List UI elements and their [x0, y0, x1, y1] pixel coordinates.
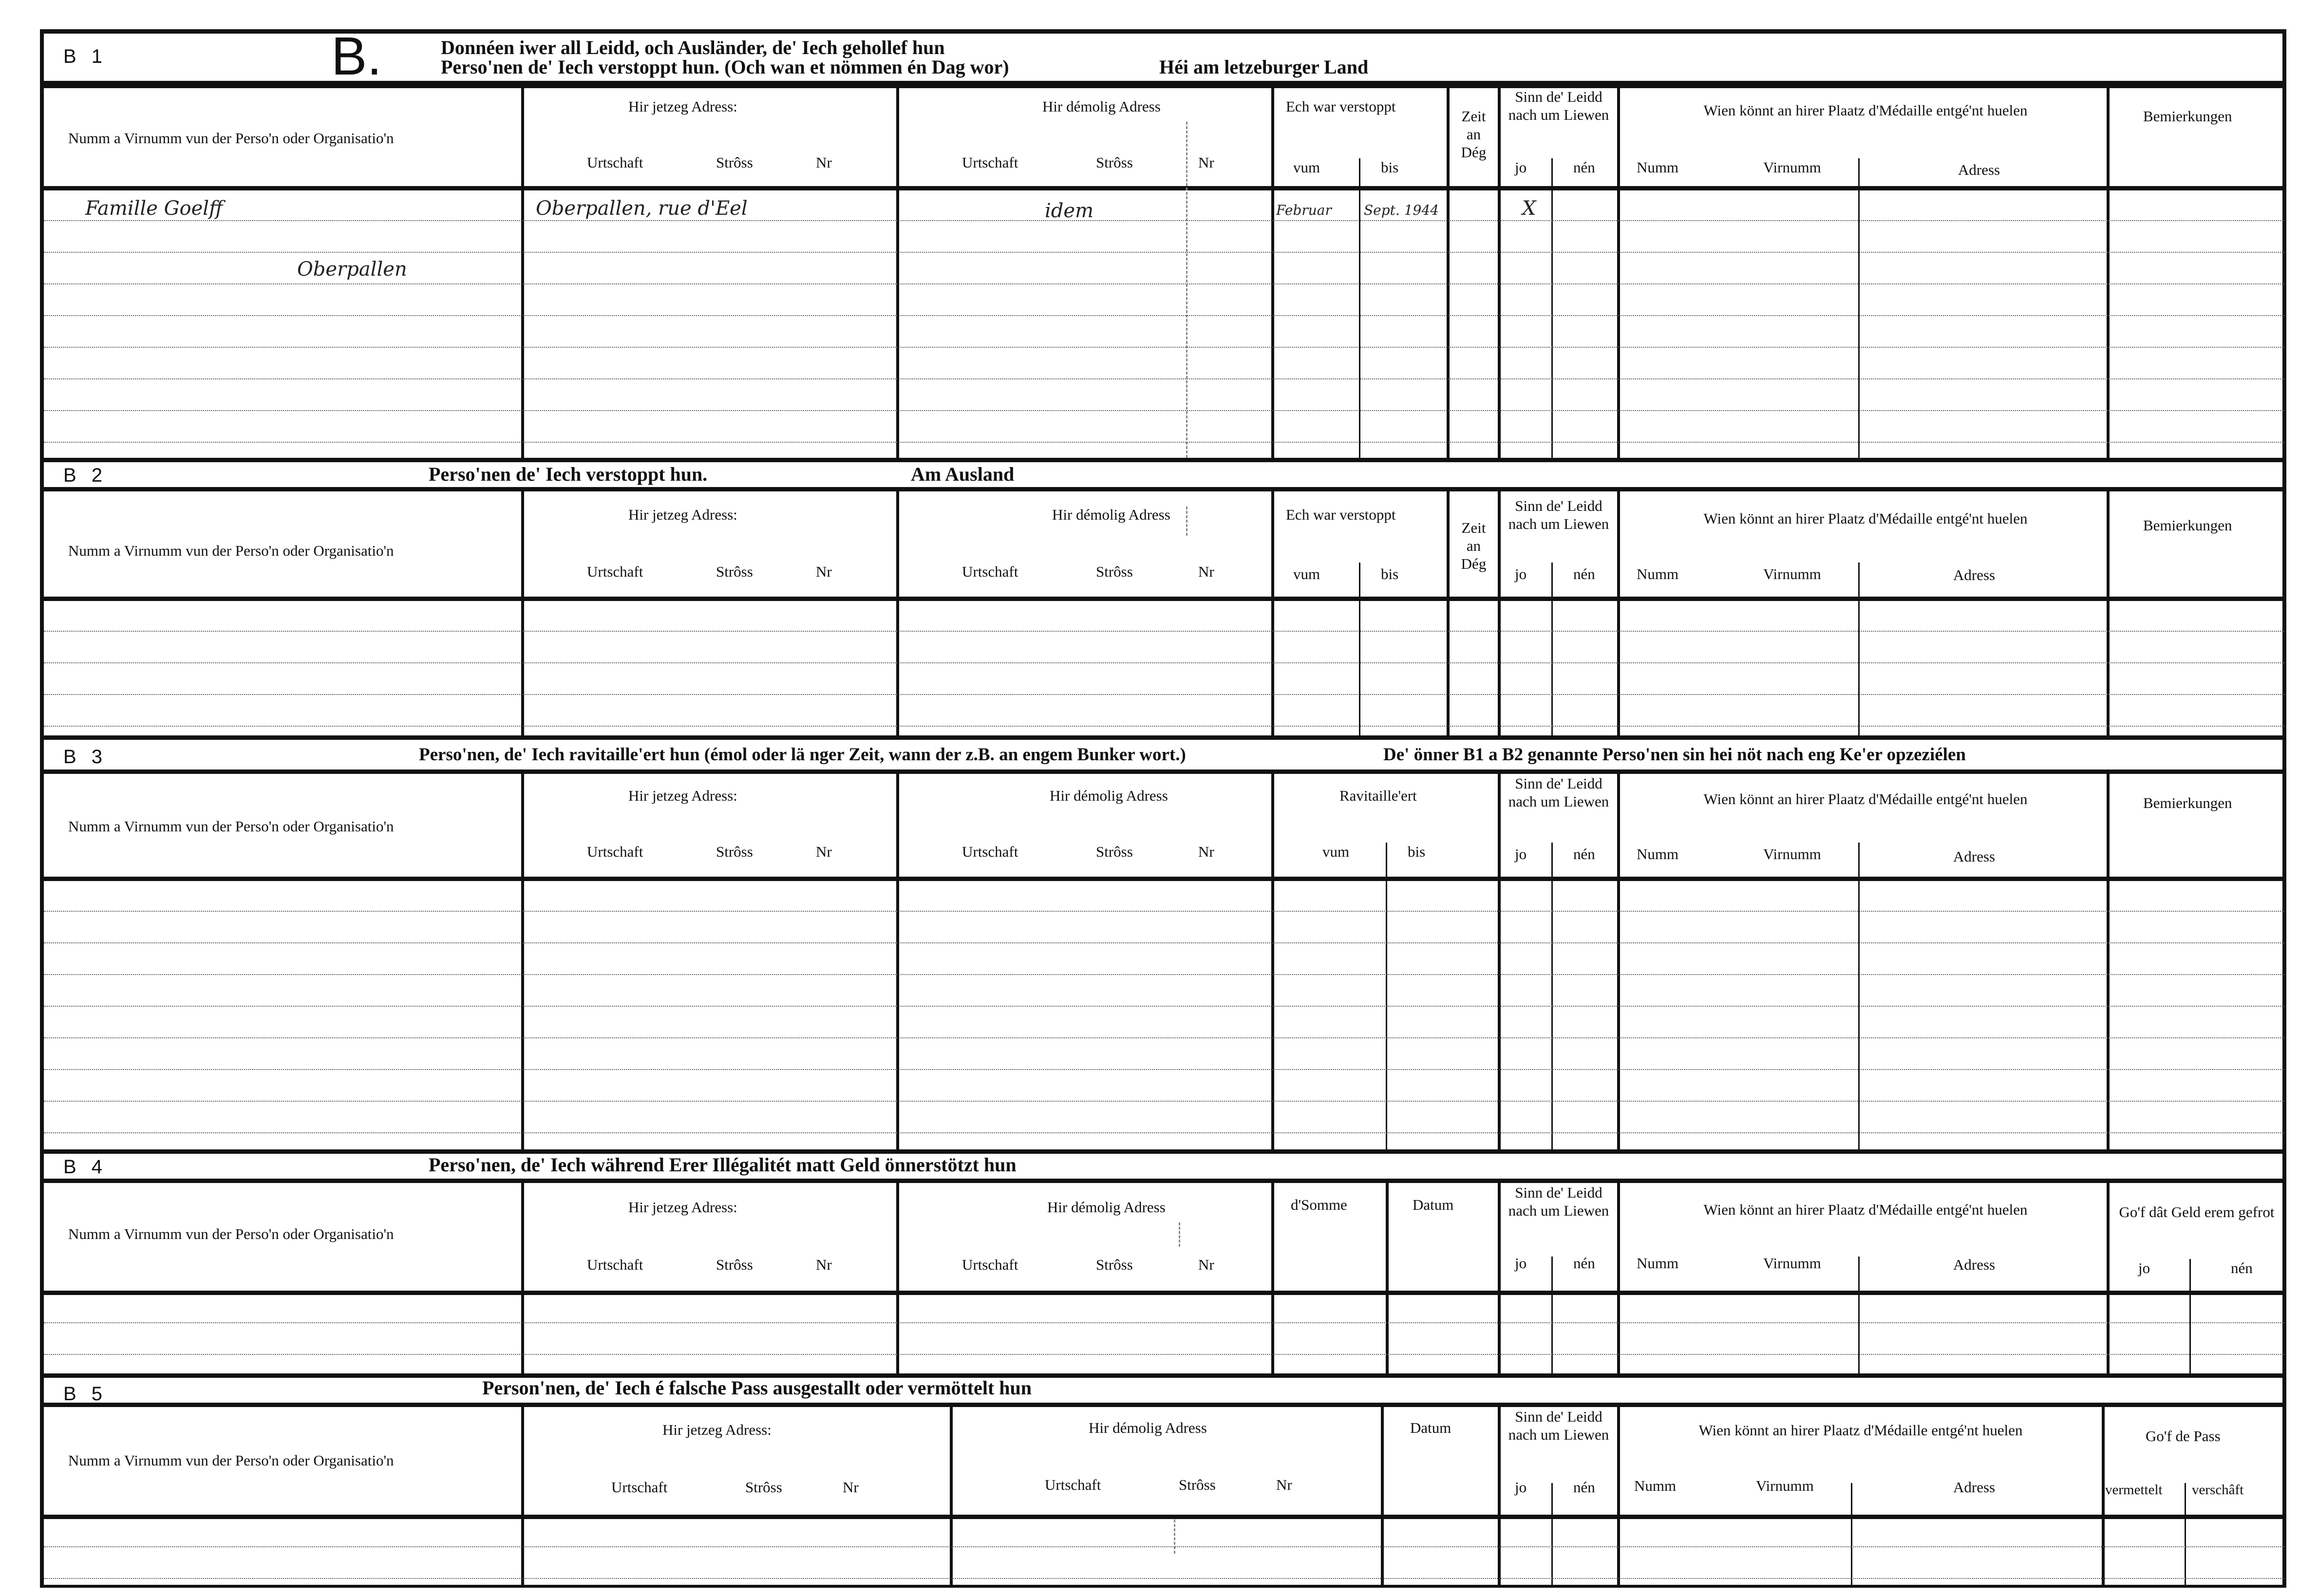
- street-header: Strôss: [716, 154, 753, 171]
- place-header: Urtschaft: [962, 154, 1018, 171]
- medal-first-header: Virnumm: [1763, 1255, 1821, 1272]
- current-address-header: Hir jetzeg Adress:: [628, 1199, 737, 1216]
- yes-header: jo: [1515, 1255, 1527, 1272]
- entry-from: Februar: [1276, 202, 1332, 218]
- medal-header: Wien könnt an hirer Plaatz d'Médaille entgé'nt huelen: [1703, 790, 2028, 807]
- nr-header: Nr: [816, 1256, 832, 1273]
- yes-header: jo: [1515, 1479, 1527, 1496]
- street-header: Strôss: [1096, 843, 1133, 860]
- place-header: Urtschaft: [962, 563, 1018, 580]
- place-header: Urtschaft: [962, 843, 1018, 860]
- medal-name-header: Numm: [1637, 845, 1679, 863]
- name-col-header: Numm a Virnumm vun der Perso'n oder Organisatio'n: [68, 130, 394, 147]
- section-b3: [44, 735, 2284, 1149]
- medal-first-header: Virnumm: [1756, 1477, 1814, 1494]
- place-header: Urtschaft: [962, 1256, 1018, 1273]
- medal-address-header: Adress: [1953, 566, 1996, 583]
- medal-header: Wien könnt an hirer Plaatz d'Médaille entgé'nt huelen: [1703, 1201, 2028, 1218]
- section-code: B 1: [63, 46, 108, 67]
- section-title: Person'nen, de' Iech é falsche Pass ausgestallt oder vermöttelt hun: [482, 1377, 1032, 1399]
- current-address-header: Hir jetzeg Adress:: [628, 506, 737, 523]
- street-header: Strôss: [1096, 1256, 1133, 1273]
- from-header: vum: [1322, 843, 1350, 860]
- to-header: bis: [1408, 843, 1426, 860]
- medal-first-header: Virnumm: [1763, 845, 1821, 863]
- yes-header: jo: [1515, 565, 1527, 582]
- yes-header: jo: [2138, 1259, 2150, 1277]
- entry-current-address: Oberpallen, rue d'Eel: [536, 197, 748, 220]
- former-address-header: Hir démolig Adress: [1042, 98, 1161, 115]
- section-code: B 5: [63, 1383, 108, 1405]
- place-header: Urtschaft: [587, 154, 643, 171]
- from-header: vum: [1293, 565, 1320, 582]
- section-title: Perso'nen de' Iech verstoppt hun.: [429, 463, 708, 485]
- current-address-header: Hir jetzeg Adress:: [628, 98, 737, 115]
- remarks-header: Bemierkungen: [2143, 794, 2232, 811]
- section-code: B 3: [63, 746, 108, 768]
- arranged-header: vermettelt: [2105, 1482, 2163, 1498]
- place-header: Urtschaft: [587, 1256, 643, 1273]
- medal-address-header: Adress: [1953, 1256, 1996, 1273]
- nr-header: Nr: [1198, 843, 1214, 860]
- entry-alive-yes: X: [1522, 197, 1536, 220]
- time-days-header: Zeit an Dég: [1461, 108, 1487, 161]
- current-address-header: Hir jetzeg Adress:: [662, 1421, 772, 1438]
- nr-header: Nr: [1276, 1476, 1292, 1493]
- section-b2: [44, 458, 2284, 735]
- place-header: Urtschaft: [587, 843, 643, 860]
- name-col-header: Numm a Virnumm vun der Perso'n oder Organisatio'n: [68, 542, 394, 559]
- hidden-header: Ech war verstoppt: [1286, 98, 1396, 115]
- nr-header: Nr: [816, 563, 832, 580]
- from-header: vum: [1293, 159, 1320, 176]
- place-header: Urtschaft: [611, 1479, 668, 1496]
- remarks-header: Bemierkungen: [2143, 517, 2232, 534]
- passport-header: Go'f de Pass: [2146, 1427, 2221, 1445]
- no-header: nén: [1573, 845, 1595, 863]
- name-col-header: Numm a Virnumm vun der Perso'n oder Organisatio'n: [68, 818, 394, 835]
- section-title: Perso'nen, de' Iech ravitaille'ert hun (émol oder lä nger Zeit, wann der z.B. an engem Bunker wort.): [419, 745, 1186, 765]
- name-col-header: Numm a Virnumm vun der Perso'n oder Organisatio'n: [68, 1225, 394, 1242]
- money-back-header: Go'f dât Geld erem gefrot: [2119, 1203, 2275, 1220]
- medal-first-header: Virnumm: [1763, 565, 1821, 582]
- street-header: Strôss: [716, 843, 753, 860]
- section-b1: [44, 26, 2284, 458]
- form-letter: B.: [331, 26, 382, 86]
- alive-header: Sinn de' Leidd nach um Liewen: [1508, 88, 1609, 124]
- nr-header: Nr: [843, 1479, 859, 1496]
- nr-header: Nr: [1198, 154, 1214, 171]
- section-title: Donnéen iwer all Leidd, och Ausländer, de' Iech gehollef hun: [441, 37, 945, 58]
- street-header: Strôss: [1179, 1476, 1216, 1493]
- section-title: Perso'nen, de' Iech während Erer Illégalitét matt Geld önnerstötzt hun: [429, 1154, 1017, 1176]
- section-b4: [44, 1149, 2284, 1373]
- former-address-header: Hir démolig Adress: [1052, 506, 1170, 523]
- date-header: Datum: [1413, 1196, 1454, 1213]
- no-header: nén: [1573, 565, 1595, 582]
- yes-header: jo: [1515, 845, 1527, 863]
- section-code: B 4: [63, 1156, 108, 1178]
- no-header: nén: [1573, 1479, 1595, 1496]
- entry-former-address: idem: [1045, 200, 1093, 222]
- former-address-header: Hir démolig Adress: [1050, 787, 1168, 804]
- section-title-right: De' önner B1 a B2 genannte Perso'nen sin hei nöt nach eng Ke'er opzeziélen: [1383, 745, 1966, 765]
- medal-header: Wien könnt an hirer Plaatz d'Médaille entgé'nt huelen: [1698, 1422, 2023, 1439]
- nr-header: Nr: [816, 154, 832, 171]
- alive-header: Sinn de' Leidd nach um Liewen: [1508, 497, 1609, 533]
- former-address-header: Hir démolig Adress: [1047, 1199, 1166, 1216]
- alive-header: Sinn de' Leidd nach um Liewen: [1508, 1408, 1609, 1444]
- yes-header: jo: [1515, 159, 1527, 176]
- street-header: Strôss: [1096, 563, 1133, 580]
- alive-header: Sinn de' Leidd nach um Liewen: [1508, 1184, 1609, 1220]
- entry-to: Sept. 1944: [1364, 202, 1439, 218]
- sum-header: d'Somme: [1291, 1196, 1347, 1213]
- section-code: B 2: [63, 465, 108, 486]
- medal-name-header: Numm: [1634, 1477, 1677, 1494]
- place-header: Urtschaft: [587, 563, 643, 580]
- entry-name-place: Oberpallen: [297, 258, 407, 281]
- remarks-header: Bemierkungen: [2143, 108, 2232, 125]
- street-header: Strôss: [716, 1256, 753, 1273]
- date-header: Datum: [1410, 1419, 1451, 1436]
- supplied-header: Ravitaille'ert: [1339, 787, 1417, 804]
- section-subtitle-place: Héi am letzeburger Land: [1159, 56, 1369, 78]
- medal-header: Wien könnt an hirer Plaatz d'Médaille entgé'nt huelen: [1703, 102, 2028, 119]
- nr-header: Nr: [816, 843, 832, 860]
- hidden-header: Ech war verstoppt: [1286, 506, 1396, 523]
- street-header: Strôss: [716, 563, 753, 580]
- current-address-header: Hir jetzeg Adress:: [628, 787, 737, 804]
- medal-name-header: Numm: [1637, 1255, 1679, 1272]
- former-address-header: Hir démolig Adress: [1089, 1419, 1207, 1436]
- no-header: nén: [2231, 1259, 2253, 1277]
- medal-header: Wien könnt an hirer Plaatz d'Médaille entgé'nt huelen: [1703, 510, 2028, 527]
- no-header: nén: [1573, 159, 1595, 176]
- street-header: Strôss: [1096, 154, 1133, 171]
- section-subtitle: Perso'nen de' Iech verstoppt hun. (Och wan et nömmen én Dag wor): [441, 56, 1009, 78]
- procured-header: verschâft: [2192, 1482, 2244, 1498]
- entry-name: Famille Goelff: [85, 197, 223, 220]
- medal-first-header: Virnumm: [1763, 159, 1821, 176]
- medal-address-header: Adress: [1953, 1479, 1996, 1496]
- to-header: bis: [1381, 565, 1399, 582]
- medal-address-header: Adress: [1958, 161, 2000, 178]
- no-header: nén: [1573, 1255, 1595, 1272]
- medal-name-header: Numm: [1637, 565, 1679, 582]
- alive-header: Sinn de' Leidd nach um Liewen: [1508, 775, 1609, 810]
- place-header: Urtschaft: [1045, 1476, 1101, 1493]
- section-title-right: Am Ausland: [911, 463, 1015, 485]
- medal-address-header: Adress: [1953, 848, 1996, 865]
- section-b5: [44, 1373, 2284, 1588]
- nr-header: Nr: [1198, 563, 1214, 580]
- street-header: Strôss: [745, 1479, 782, 1496]
- time-days-header: Zeit an Dég: [1461, 519, 1487, 573]
- name-col-header: Numm a Virnumm vun der Perso'n oder Organisatio'n: [68, 1452, 394, 1469]
- medal-name-header: Numm: [1637, 159, 1679, 176]
- nr-header: Nr: [1198, 1256, 1214, 1273]
- to-header: bis: [1381, 159, 1399, 176]
